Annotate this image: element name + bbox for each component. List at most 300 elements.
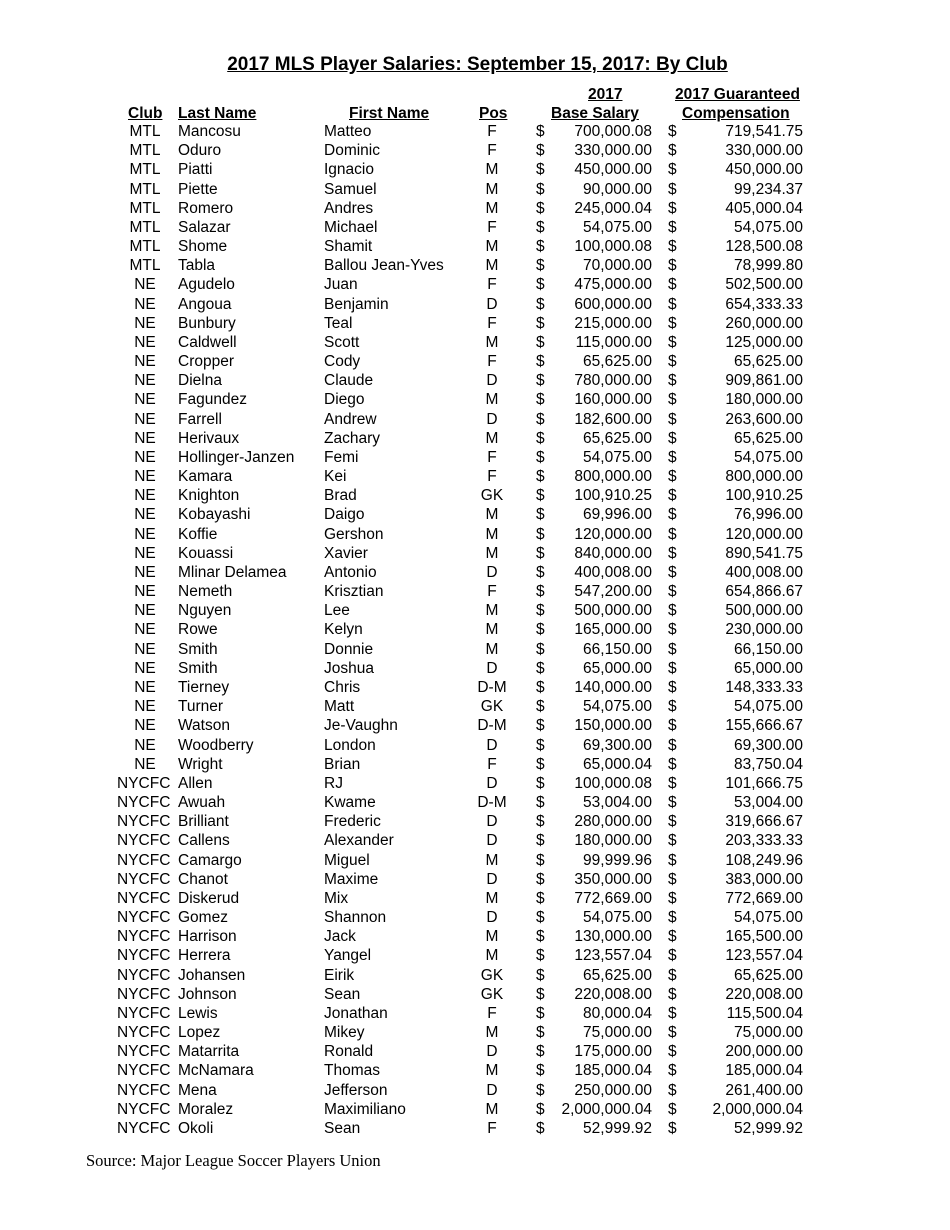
first-name-cell: Sean — [324, 1119, 361, 1137]
position-cell: M — [485, 391, 499, 409]
club-cell: NE — [134, 487, 156, 505]
first-name-cell: Diego — [324, 391, 365, 409]
compensation-cell: 772,669.00 — [725, 889, 803, 907]
club-cell: NE — [134, 276, 156, 294]
compensation-cell: 78,999.80 — [734, 257, 803, 275]
base-salary-cell: 780,000.00 — [574, 372, 652, 390]
compensation-cell: 69,300.00 — [734, 736, 803, 754]
first-name-cell: Shamit — [324, 238, 373, 256]
compensation-currency-symbol: $ — [668, 372, 677, 390]
compensation-currency-symbol: $ — [668, 717, 677, 735]
compensation-currency-symbol: $ — [668, 525, 677, 543]
compensation-currency-symbol: $ — [668, 314, 677, 332]
compensation-cell: 405,000.04 — [725, 199, 803, 217]
first-name-cell: Je-Vaughn — [324, 717, 398, 735]
base-salary-currency-symbol: $ — [536, 640, 545, 658]
club-cell: NE — [134, 544, 156, 562]
table-row — [0, 1100, 950, 1119]
compensation-currency-symbol: $ — [668, 276, 677, 294]
first-name-cell: Sean — [324, 985, 361, 1003]
table-row — [0, 199, 950, 218]
table-row — [0, 410, 950, 429]
club-cell: NYCFC — [117, 928, 171, 946]
position-cell: M — [485, 947, 499, 965]
compensation-cell: 260,000.00 — [725, 314, 803, 332]
last-name-cell: Johansen — [178, 966, 246, 984]
first-name-cell: Brian — [324, 755, 361, 773]
position-cell: M — [485, 257, 499, 275]
compensation-currency-symbol: $ — [668, 218, 677, 236]
base-salary-currency-symbol: $ — [536, 1062, 545, 1080]
header-compensation-line1: 2017 Guaranteed — [675, 86, 800, 103]
last-name-cell: McNamara — [178, 1062, 254, 1080]
table-row — [0, 620, 950, 639]
base-salary-cell: 54,075.00 — [583, 448, 652, 466]
base-salary-currency-symbol: $ — [536, 525, 545, 543]
position-cell: D-M — [477, 794, 507, 812]
position-cell: D — [486, 813, 498, 831]
first-name-cell: Kelyn — [324, 621, 363, 639]
last-name-cell: Hollinger-Janzen — [178, 448, 295, 466]
position-cell: D — [486, 1081, 498, 1099]
base-salary-cell: 54,075.00 — [583, 909, 652, 927]
position-cell: F — [487, 314, 497, 332]
position-cell: F — [487, 353, 497, 371]
compensation-currency-symbol: $ — [668, 161, 677, 179]
base-salary-cell: 180,000.00 — [574, 832, 652, 850]
base-salary-cell: 69,300.00 — [583, 736, 652, 754]
position-cell: M — [485, 238, 499, 256]
first-name-cell: Zachary — [324, 429, 380, 447]
first-name-cell: Thomas — [324, 1062, 380, 1080]
last-name-cell: Smith — [178, 640, 218, 658]
club-cell: NYCFC — [117, 889, 171, 907]
compensation-cell: 383,000.00 — [725, 870, 803, 888]
club-cell: NYCFC — [117, 1043, 171, 1061]
compensation-cell: 719,541.75 — [725, 123, 803, 140]
position-cell: D — [486, 410, 498, 428]
club-cell: NYCFC — [117, 813, 171, 831]
club-cell: NE — [134, 717, 156, 735]
compensation-cell: 65,625.00 — [734, 429, 803, 447]
header-first-name: First Name — [349, 105, 430, 122]
compensation-cell: 180,000.00 — [725, 391, 803, 409]
compensation-currency-symbol: $ — [668, 774, 677, 792]
position-cell: M — [485, 851, 499, 869]
table-row — [0, 160, 950, 179]
club-cell: MTL — [129, 142, 161, 160]
base-salary-currency-symbol: $ — [536, 487, 545, 505]
first-name-cell: Claude — [324, 372, 374, 390]
page-title: 2017 MLS Player Salaries: September 15, 2017: By Club — [227, 54, 728, 75]
first-name-cell: Matt — [324, 698, 355, 716]
compensation-currency-symbol: $ — [668, 238, 677, 256]
last-name-cell: Tabla — [178, 257, 216, 275]
first-name-cell: Andrew — [324, 410, 377, 428]
club-cell: NE — [134, 448, 156, 466]
compensation-currency-symbol: $ — [668, 851, 677, 869]
first-name-cell: London — [324, 736, 376, 754]
club-cell: NE — [134, 314, 156, 332]
table-row — [0, 851, 950, 870]
base-salary-currency-symbol: $ — [536, 851, 545, 869]
base-salary-cell: 330,000.00 — [574, 142, 652, 160]
position-cell: D — [486, 1043, 498, 1061]
compensation-cell: 108,249.96 — [725, 851, 803, 869]
table-row — [0, 582, 950, 601]
base-salary-currency-symbol: $ — [536, 698, 545, 716]
compensation-currency-symbol: $ — [668, 928, 677, 946]
base-salary-cell: 65,000.04 — [583, 755, 652, 773]
first-name-cell: Andres — [324, 199, 374, 217]
first-name-cell: Jack — [324, 928, 356, 946]
base-salary-cell: 500,000.00 — [574, 602, 652, 620]
table-row — [0, 429, 950, 448]
table-row — [0, 122, 950, 141]
first-name-cell: Miguel — [324, 851, 370, 869]
compensation-currency-symbol: $ — [668, 180, 677, 198]
base-salary-cell: 100,000.08 — [574, 238, 652, 256]
position-cell: M — [485, 544, 499, 562]
compensation-currency-symbol: $ — [668, 985, 677, 1003]
first-name-cell: Kwame — [324, 794, 376, 812]
base-salary-currency-symbol: $ — [536, 1043, 545, 1061]
base-salary-cell: 65,625.00 — [583, 429, 652, 447]
table-row — [0, 275, 950, 294]
base-salary-cell: 220,008.00 — [574, 985, 652, 1003]
compensation-currency-symbol: $ — [668, 353, 677, 371]
base-salary-currency-symbol: $ — [536, 506, 545, 524]
base-salary-cell: 120,000.00 — [574, 525, 652, 543]
club-cell: MTL — [129, 161, 161, 179]
base-salary-currency-symbol: $ — [536, 659, 545, 677]
base-salary-currency-symbol: $ — [536, 257, 545, 275]
base-salary-currency-symbol: $ — [536, 544, 545, 562]
header-pos: Pos — [479, 105, 508, 122]
position-cell: M — [485, 928, 499, 946]
base-salary-cell: 840,000.00 — [574, 544, 652, 562]
position-cell: M — [485, 429, 499, 447]
base-salary-cell: 65,000.00 — [583, 659, 652, 677]
club-cell: MTL — [129, 218, 161, 236]
first-name-cell: Daigo — [324, 506, 365, 524]
base-salary-currency-symbol: $ — [536, 391, 545, 409]
last-name-cell: Mena — [178, 1081, 217, 1099]
last-name-cell: Awuah — [178, 794, 226, 812]
position-cell: M — [485, 602, 499, 620]
base-salary-cell: 185,000.04 — [574, 1062, 652, 1080]
compensation-currency-symbol: $ — [668, 257, 677, 275]
table-row — [0, 831, 950, 850]
base-salary-currency-symbol: $ — [536, 238, 545, 256]
base-salary-currency-symbol: $ — [536, 448, 545, 466]
base-salary-currency-symbol: $ — [536, 985, 545, 1003]
first-name-cell: Jonathan — [324, 1004, 388, 1022]
base-salary-cell: 450,000.00 — [574, 161, 652, 179]
base-salary-currency-symbol: $ — [536, 870, 545, 888]
last-name-cell: Camargo — [178, 851, 242, 869]
base-salary-currency-symbol: $ — [536, 199, 545, 217]
base-salary-currency-symbol: $ — [536, 276, 545, 294]
club-cell: NYCFC — [117, 1081, 171, 1099]
base-salary-cell: 772,669.00 — [574, 889, 652, 907]
club-cell: MTL — [129, 238, 161, 256]
first-name-cell: Shannon — [324, 909, 387, 927]
base-salary-cell: 70,000.00 — [583, 257, 652, 275]
last-name-cell: Rowe — [178, 621, 218, 639]
compensation-currency-symbol: $ — [668, 621, 677, 639]
position-cell: M — [485, 621, 499, 639]
compensation-cell: 66,150.00 — [734, 640, 803, 658]
compensation-cell: 115,500.04 — [726, 1004, 803, 1022]
compensation-currency-symbol: $ — [668, 583, 677, 601]
compensation-cell: 502,500.00 — [725, 276, 803, 294]
position-cell: F — [487, 583, 497, 601]
position-cell: F — [487, 755, 497, 773]
last-name-cell: Salazar — [178, 218, 231, 236]
table-row — [0, 870, 950, 889]
first-name-cell: Donnie — [324, 640, 374, 658]
base-salary-cell: 245,000.04 — [574, 199, 652, 217]
base-salary-cell: 100,000.08 — [574, 774, 652, 792]
club-cell: NYCFC — [117, 985, 171, 1003]
header-base-salary: Base Salary — [551, 105, 639, 122]
club-cell: NYCFC — [117, 1024, 171, 1042]
base-salary-currency-symbol: $ — [536, 161, 545, 179]
compensation-cell: 261,400.00 — [725, 1081, 803, 1099]
club-cell: MTL — [129, 199, 161, 217]
compensation-currency-symbol: $ — [668, 909, 677, 927]
header-compensation: Compensation — [682, 105, 790, 122]
last-name-cell: Matarrita — [178, 1043, 240, 1061]
first-name-cell: Kei — [324, 468, 347, 486]
base-salary-cell: 65,625.00 — [583, 966, 652, 984]
compensation-currency-symbol: $ — [668, 813, 677, 831]
compensation-currency-symbol: $ — [668, 698, 677, 716]
last-name-cell: Lopez — [178, 1024, 221, 1042]
compensation-currency-symbol: $ — [668, 1100, 677, 1118]
table-row — [0, 1081, 950, 1100]
compensation-cell: 909,861.00 — [725, 372, 803, 390]
position-cell: D — [486, 909, 498, 927]
position-cell: F — [487, 218, 497, 236]
compensation-currency-symbol: $ — [668, 468, 677, 486]
base-salary-currency-symbol: $ — [536, 353, 545, 371]
last-name-cell: Agudelo — [178, 276, 235, 294]
compensation-cell: 230,000.00 — [725, 621, 803, 639]
last-name-cell: Wright — [178, 755, 223, 773]
compensation-cell: 203,333.33 — [725, 832, 803, 850]
first-name-cell: Michael — [324, 218, 378, 236]
position-cell: D — [486, 563, 498, 581]
table-row — [0, 314, 950, 333]
compensation-currency-symbol: $ — [668, 736, 677, 754]
table-row — [0, 1042, 950, 1061]
position-cell: D — [486, 372, 498, 390]
first-name-cell: RJ — [324, 774, 343, 792]
position-cell: GK — [480, 985, 504, 1003]
base-salary-cell: 400,008.00 — [574, 563, 652, 581]
base-salary-cell: 2,000,000.04 — [561, 1100, 652, 1118]
first-name-cell: Mikey — [324, 1024, 365, 1042]
club-cell: NE — [134, 640, 156, 658]
compensation-currency-symbol: $ — [668, 659, 677, 677]
base-salary-cell: 52,999.92 — [583, 1119, 652, 1137]
table-row — [0, 333, 950, 352]
base-salary-currency-symbol: $ — [536, 602, 545, 620]
base-salary-currency-symbol: $ — [536, 832, 545, 850]
last-name-cell: Callens — [178, 832, 230, 850]
first-name-cell: Matteo — [324, 123, 372, 140]
last-name-cell: Nemeth — [178, 583, 233, 601]
club-cell: NE — [134, 429, 156, 447]
base-salary-currency-symbol: $ — [536, 889, 545, 907]
club-cell: MTL — [129, 180, 161, 198]
table-row — [0, 640, 950, 659]
last-name-cell: Chanot — [178, 870, 228, 888]
table-row — [0, 697, 950, 716]
last-name-cell: Knighton — [178, 487, 240, 505]
table-row — [0, 601, 950, 620]
compensation-cell: 54,075.00 — [734, 448, 803, 466]
position-cell: D — [486, 736, 498, 754]
club-cell: NE — [134, 678, 156, 696]
club-cell: NYCFC — [117, 947, 171, 965]
base-salary-cell: 250,000.00 — [574, 1081, 652, 1099]
compensation-cell: 800,000.00 — [725, 468, 803, 486]
base-salary-cell: 160,000.00 — [574, 391, 652, 409]
table-row — [0, 352, 950, 371]
position-cell: M — [485, 1062, 499, 1080]
first-name-cell: Dominic — [324, 142, 380, 160]
table-row — [0, 256, 950, 275]
first-name-cell: Jefferson — [324, 1081, 388, 1099]
position-cell: D — [486, 659, 498, 677]
first-name-cell: Chris — [324, 678, 361, 696]
club-cell: NYCFC — [117, 1062, 171, 1080]
compensation-currency-symbol: $ — [668, 1043, 677, 1061]
first-name-cell: Femi — [324, 448, 359, 466]
table-row — [0, 755, 950, 774]
compensation-currency-symbol: $ — [668, 1062, 677, 1080]
base-salary-currency-symbol: $ — [536, 813, 545, 831]
compensation-currency-symbol: $ — [668, 794, 677, 812]
compensation-currency-symbol: $ — [668, 506, 677, 524]
compensation-currency-symbol: $ — [668, 487, 677, 505]
base-salary-cell: 150,000.00 — [574, 717, 652, 735]
base-salary-currency-symbol: $ — [536, 717, 545, 735]
base-salary-cell: 66,150.00 — [583, 640, 652, 658]
first-name-cell: Samuel — [324, 180, 377, 198]
base-salary-cell: 700,000.08 — [574, 123, 652, 140]
base-salary-currency-symbol: $ — [536, 755, 545, 773]
position-cell: D-M — [477, 717, 507, 735]
last-name-cell: Piatti — [178, 161, 213, 179]
compensation-currency-symbol: $ — [668, 429, 677, 447]
compensation-currency-symbol: $ — [668, 544, 677, 562]
base-salary-cell: 53,004.00 — [583, 794, 652, 812]
compensation-currency-symbol: $ — [668, 123, 677, 140]
base-salary-currency-symbol: $ — [536, 736, 545, 754]
table-row — [0, 1119, 950, 1138]
first-name-cell: Eirik — [324, 966, 355, 984]
table-row — [0, 793, 950, 812]
position-cell: M — [485, 506, 499, 524]
last-name-cell: Okoli — [178, 1119, 214, 1137]
position-cell: D — [486, 774, 498, 792]
base-salary-cell: 54,075.00 — [583, 218, 652, 236]
compensation-cell: 123,557.04 — [725, 947, 803, 965]
compensation-currency-symbol: $ — [668, 755, 677, 773]
table-row — [0, 1023, 950, 1042]
last-name-cell: Herrera — [178, 947, 231, 965]
compensation-currency-symbol: $ — [668, 1081, 677, 1099]
compensation-cell: 65,625.00 — [734, 353, 803, 371]
first-name-cell: Xavier — [324, 544, 368, 562]
first-name-cell: Ignacio — [324, 161, 374, 179]
club-cell: NYCFC — [117, 870, 171, 888]
base-salary-currency-symbol: $ — [536, 333, 545, 351]
header-club: Club — [128, 105, 163, 122]
club-cell: NYCFC — [117, 851, 171, 869]
table-row — [0, 1061, 950, 1080]
compensation-cell: 165,500.00 — [725, 928, 803, 946]
table-row — [0, 390, 950, 409]
base-salary-cell: 547,200.00 — [574, 583, 652, 601]
compensation-currency-symbol: $ — [668, 889, 677, 907]
first-name-cell: Juan — [324, 276, 358, 294]
salary-table-body — [0, 122, 950, 1138]
position-cell: F — [487, 1004, 497, 1022]
base-salary-currency-symbol: $ — [536, 123, 545, 140]
table-row — [0, 218, 950, 237]
last-name-cell: Kamara — [178, 468, 233, 486]
table-row — [0, 141, 950, 160]
compensation-cell: 65,625.00 — [734, 966, 803, 984]
club-cell: NE — [134, 583, 156, 601]
position-cell: M — [485, 161, 499, 179]
first-name-cell: Yangel — [324, 947, 372, 965]
last-name-cell: Woodberry — [178, 736, 254, 754]
compensation-cell: 75,000.00 — [734, 1024, 803, 1042]
base-salary-cell: 475,000.00 — [574, 276, 652, 294]
last-name-cell: Brilliant — [178, 813, 229, 831]
position-cell: D-M — [477, 678, 507, 696]
club-cell: MTL — [129, 123, 161, 140]
first-name-cell: Maxime — [324, 870, 379, 888]
position-cell: F — [487, 468, 497, 486]
last-name-cell: Fagundez — [178, 391, 247, 409]
base-salary-currency-symbol: $ — [536, 218, 545, 236]
compensation-cell: 330,000.00 — [725, 142, 803, 160]
club-cell: NYCFC — [117, 909, 171, 927]
club-cell: NYCFC — [117, 794, 171, 812]
table-row — [0, 563, 950, 582]
position-cell: D — [486, 870, 498, 888]
last-name-cell: Kobayashi — [178, 506, 251, 524]
base-salary-currency-symbol: $ — [536, 928, 545, 946]
first-name-cell: Cody — [324, 353, 361, 371]
compensation-currency-symbol: $ — [668, 199, 677, 217]
club-cell: NE — [134, 698, 156, 716]
compensation-cell: 155,666.67 — [725, 717, 803, 735]
compensation-cell: 100,910.25 — [725, 487, 803, 505]
last-name-cell: Moralez — [178, 1100, 234, 1118]
club-cell: NYCFC — [117, 1100, 171, 1118]
position-cell: M — [485, 889, 499, 907]
base-salary-cell: 100,910.25 — [574, 487, 652, 505]
last-name-cell: Romero — [178, 199, 234, 217]
